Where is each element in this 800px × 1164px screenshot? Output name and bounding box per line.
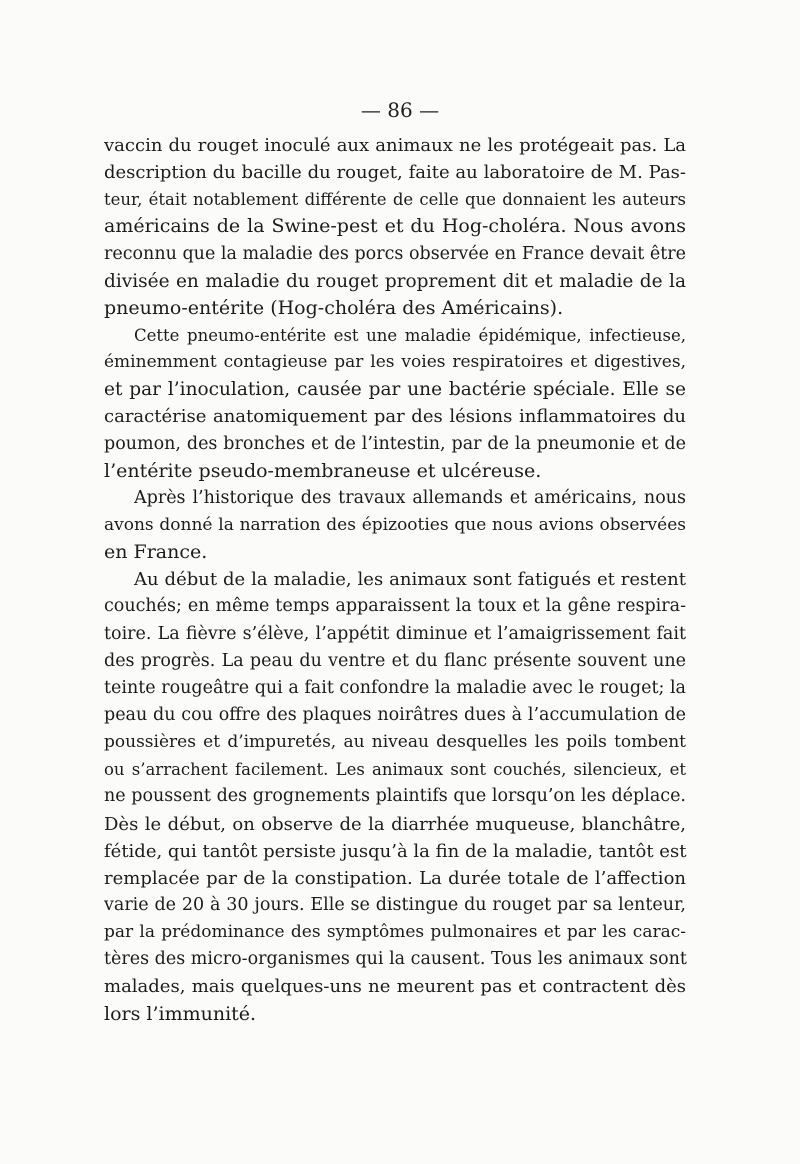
paragraph-1	[104, 132, 686, 322]
page-number: — 86 —	[360, 98, 440, 122]
text-line: pneumo-entérite (Hog-choléra des Américains).	[104, 296, 564, 319]
text-line: l’entérite pseudo-membraneuse et ulcéreuse.	[104, 459, 542, 482]
text-line: Cette pneumo-entérite est une maladie épidémique, infectieuse,	[134, 325, 686, 345]
text-line: Au début de la maladie, les animaux sont fatigués et restent	[134, 569, 686, 591]
paragraph-4	[104, 566, 686, 1027]
text-line: par la prédominance des symptômes pulmonaires et par les carac-	[104, 922, 686, 943]
text-line: Après l’historique des travaux allemands et américains, nous	[134, 487, 686, 508]
text-line: ou s’arrachent facilement. Les animaux sont couchés, silencieux, et	[104, 760, 686, 780]
text-line: vaccin du rouget inoculé aux animaux ne les protégeait pas. La	[104, 135, 686, 156]
text-line: reconnu que la maladie des porcs observée en France devait être	[104, 243, 686, 264]
text-line: américains de la Swine-pest et du Hog-choléra. Nous avons	[104, 215, 686, 238]
text-line: teinte rougeâtre qui a fait confondre la maladie avec le rouget; la	[104, 677, 686, 698]
text-line: éminemment contagieuse par les voies respiratoires et digestives,	[104, 352, 686, 373]
text-line: des progrès. La peau du ventre et du flanc présente souvent une	[104, 650, 686, 671]
text-line: couchés; en même temps apparaissent la toux et la gêne respira-	[104, 596, 686, 617]
body-text	[104, 132, 686, 1028]
text-line: divisée en maladie du rouget proprement dit et maladie de la	[104, 270, 686, 292]
paragraph-3	[104, 485, 686, 566]
text-line: en France.	[104, 541, 208, 564]
text-line: avons donné la narration des épizooties que nous avions observées	[104, 514, 686, 535]
text-line: malades, mais quelques-uns ne meurent pas et contractent dès	[104, 976, 686, 998]
text-line: poumon, des bronches et de l’intestin, par de la pneumonie et de	[104, 433, 686, 454]
text-line: fétide, qui tantôt persiste jusqu’à la fin de la maladie, tantôt est	[104, 840, 687, 862]
text-line: ne poussent des grognements plaintifs que lorsqu’on les déplace.	[104, 786, 686, 807]
text-line: remplacée par de la constipation. La durée totale de l’affection	[104, 867, 686, 889]
text-line: tères des micro-organismes qui la causent. Tous les animaux sont	[104, 949, 687, 970]
text-line: toire. La fièvre s’élève, l’appétit diminue et l’amaigrissement fait	[104, 623, 686, 644]
paragraph-2	[104, 322, 686, 485]
text-line: description du bacille du rouget, faite au laboratoire de M. Pas-	[104, 162, 686, 184]
text-line: varie de 20 à 30 jours. Elle se distingue du rouget par sa lenteur,	[104, 894, 686, 915]
text-line: Dès le début, on observe de la diarrhée muqueuse, blanchâtre,	[104, 813, 686, 835]
text-line: caractérise anatomiquement par des lésions inflammatoires du	[104, 406, 686, 428]
text-line: poussières et d’impuretés, au niveau desquelles les poils tombent	[104, 732, 686, 753]
text-line: teur, était notablement différente de celle que donnaient les auteurs	[104, 190, 686, 210]
text-line: lors l’immunité.	[104, 1002, 257, 1025]
text-line: peau du cou offre des plaques noirâtres dues à l’accumulation de	[104, 704, 686, 725]
text-line: et par l’inoculation, causée par une bactérie spéciale. Elle se	[104, 379, 686, 401]
